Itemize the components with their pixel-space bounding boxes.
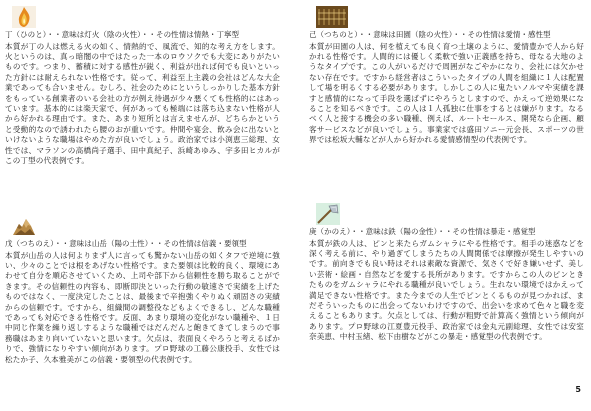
- page-number: 5: [575, 385, 581, 394]
- entry-tsuchinoe: [4, 215, 280, 365]
- entry-tsuchinoto: [308, 6, 584, 146]
- entry-body: 本質が山岳の人は何よりまず人に言っても驚かない山岳の如くタフで逆境に強い、少々のことでは根をあげない性格です。また要領は比較的良く、環境にあわせて自分を順応させていくため、上司や部下から信頼性を勝ち取ることができます。その信頼性の内容も、即断即決といった行動の敏速さで実績を上げたものではなく、一度決定したことは、最後まで辛抱強くやりぬく頑固さの実績からの信頼です。ですから、組織間の調整役などもよくできるし、どんな職種であっても対応できる性格です。反面、あまり環境の変化がない職種や、１日中同じ作業を繰り返しするような職種ではだんだんと飽きてきてしまうので事務職はあまり向いていないと思います。欠点は、表面良くやろうと考えるばかりで、強情になりやすい傾向があります。プロ野球の工藤公康投手、女性では松たか子、久本雅美がこの信義・要領型の代表例です。: [5, 250, 280, 364]
- entry-body: 本質が田園の人は、何を植えても良く育つ土壌のように、愛情豊かで人から好かれる性格です。人間的には優しく柔軟で強い正義感を持ち、母なる大地のようなタイプです。この人がいるだけで周囲がなごやかになり、会社には欠かせない存在です。ですから経営者はこういったタイプの人間を組織に１人は配置して場を明るくする必要があります。しかしこの人に鬼たいノルマや実績を課すと感情的になって手段を選ばずにやろうとしますので、かえって逆効果になることを知るべきです。この人は１人孤独に仕事をするとは嫌がります。なるべく人と接する機会の多い職種、例えば、ルートセールス、開発なら企画、顧客サービスなどが良いでしょう。事業家では盛田ソニー元会長、スポーツの世界では松坂大輔などが人から好かれる愛情感情型の代表例です。: [309, 41, 584, 145]
- entry-hinoto: [4, 6, 280, 166]
- entry-heading: 戊（つちのえ）・・意味は山岳（陽の土性）・・その性情は信義・要領型: [5, 239, 247, 248]
- entry-heading: 庚（かのえ）・・意味は鉄（陽の金性）・・その性情は暴走・感覚型: [309, 227, 536, 236]
- entry-kanoe: [308, 203, 584, 343]
- entry-heading: 丁（ひのと）・・意味は灯火（陰の火性）・・その性情は情熱・丁寧型: [5, 30, 240, 39]
- entry-body: 本質が鉄の人は、ピンと来たらガムシャラにやる性格です。相手の迷惑などを深く考える前に、やり過ぎてしまうたちの人間関係では摩擦が発生しやすいのです。前向きでも良い時はそれは素敵な資源で、気さくで好き嫌いせず、美しい芸術・絵画・自然などを愛する長所があります。ですからこの人のピンときたものをガムシャラにやれる職種が良いでしょう。生れない環境ではかえって満足できない性格です。また今までの人生でピンとくるものが見つかれば、まだそういったものに出会ってないわけですので、出会いを求めて色々と職を変えることもあります。欠点としては、行動が粗野で計算高く強情という傾向があります。プロ野球の江夏豊元投手、政治家では金丸元副総理、女性では安室奈美恵、中村玉緒、松下由樹などがこの暴走・感覚型の代表例です。: [309, 238, 584, 342]
- axe-blade-icon: [316, 203, 340, 225]
- mountain-rock-icon: [12, 215, 36, 237]
- entry-heading: 己（つちのと）・・意味は田園（陰の火性）・・その性情は愛情・感性型: [309, 30, 551, 39]
- rice-field-icon: [316, 6, 348, 28]
- entry-body: 本質が丁の人は燃える火の如く、情熱的で、風流で、知的な考え方をします。火というのは、真っ暗闇の中ではたった一本のロウソクでも大変にありがたいものです。つまり、蓄積に対する感性が鋭く、利益が出れば何でも良いといった方針には耐えられない性格です。従って、利益至上主義の会社はどんな大企業であっても合いません。むしろ、社会のためにというしっかりした基本方針をもっている創業者のいる会社の方が例え待遇が少々悪くても性格的にはあっています。基本的には楽天家で、何があっても極端には落ち込まない性格が人から好かれる理由です。また、あまり短所とは言えませんが、どちらかというと受動的なので誘われたら腰のおが重いです。仲間や宴会、飲み会に出ないといけないような職場はやめた方が良いでしょう。政治家では小渕恵三総理、女性では、マラソンの高橋尚子選手、田中真紀子、浜崎あゆみ、宇多田ヒカルがこの丁型の代表例です。: [5, 41, 280, 165]
- candle-flame-icon: [12, 6, 36, 28]
